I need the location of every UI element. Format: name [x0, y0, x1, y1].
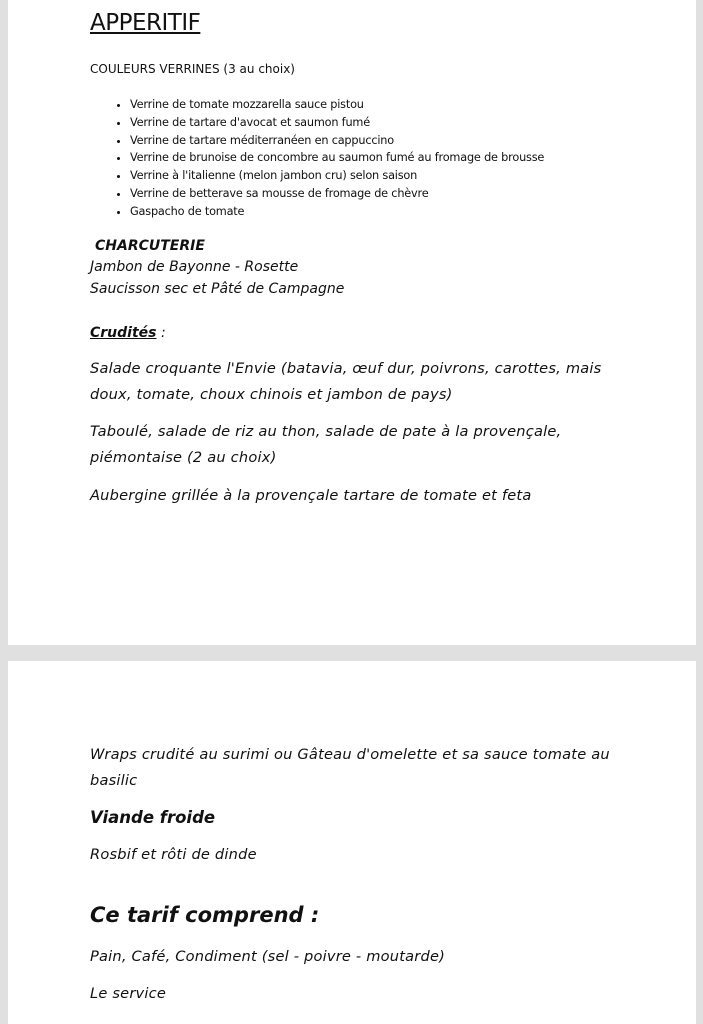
list-item: • Verrine de tartare méditerranéen en cappuccino [130, 132, 544, 150]
list-item: • Verrine de brunoise de concombre au saumon fumé au fromage de brousse [130, 149, 544, 167]
wraps-paragraph: Wraps crudité au surimi ou Gâteau d'omelette et sa sauce tomate au basilic [90, 746, 610, 789]
tarif-heading: Ce tarif comprend : [90, 903, 320, 927]
charcuterie-line: Saucisson sec et Pâté de Campagne [90, 281, 345, 297]
crudites-paragraph: Salade croquante l'Envie (batavia, œuf dur, poivrons, carottes, mais doux, tomate, choux chinois et jambon de pays) [90, 360, 602, 403]
viande-heading: Viande froide [90, 808, 216, 827]
crudites-paragraph: Taboulé, salade de riz au thon, salade de pate à la provençale, piémontaise (2 au choix) [90, 423, 562, 466]
crudites-heading [90, 325, 166, 341]
crudites-heading-label: Crudités [90, 325, 157, 341]
tarif-item: Le service [90, 985, 167, 1002]
document-page-2 [8, 661, 696, 1024]
list-item: • Verrine de betterave sa mousse de fromage de chèvre [130, 185, 544, 203]
verrines-heading: COULEURS VERRINES (3 au choix) [90, 62, 295, 76]
crudites-heading-colon: : [156, 325, 166, 341]
list-item: • Verrine de tomate mozzarella sauce pistou [130, 96, 544, 114]
section-title: APPERITIF [90, 10, 201, 36]
list-item: • Verrine de tartare d'avocat et saumon fumé [130, 114, 544, 132]
list-item: • Verrine à l'italienne (melon jambon cru) selon saison [130, 167, 544, 185]
crudites-paragraph: Aubergine grillée à la provençale tartare de tomate et feta [90, 487, 532, 504]
verrines-list [90, 96, 544, 221]
charcuterie-heading: CHARCUTERIE [95, 238, 205, 254]
document-page-1 [8, 0, 696, 645]
list-item: • Gaspacho de tomate [130, 203, 544, 221]
tarif-item: Pain, Café, Condiment (sel - poivre - moutarde) [90, 948, 446, 965]
viande-paragraph: Rosbif et rôti de dinde [90, 846, 257, 863]
charcuterie-line: Jambon de Bayonne - Rosette [90, 259, 299, 275]
